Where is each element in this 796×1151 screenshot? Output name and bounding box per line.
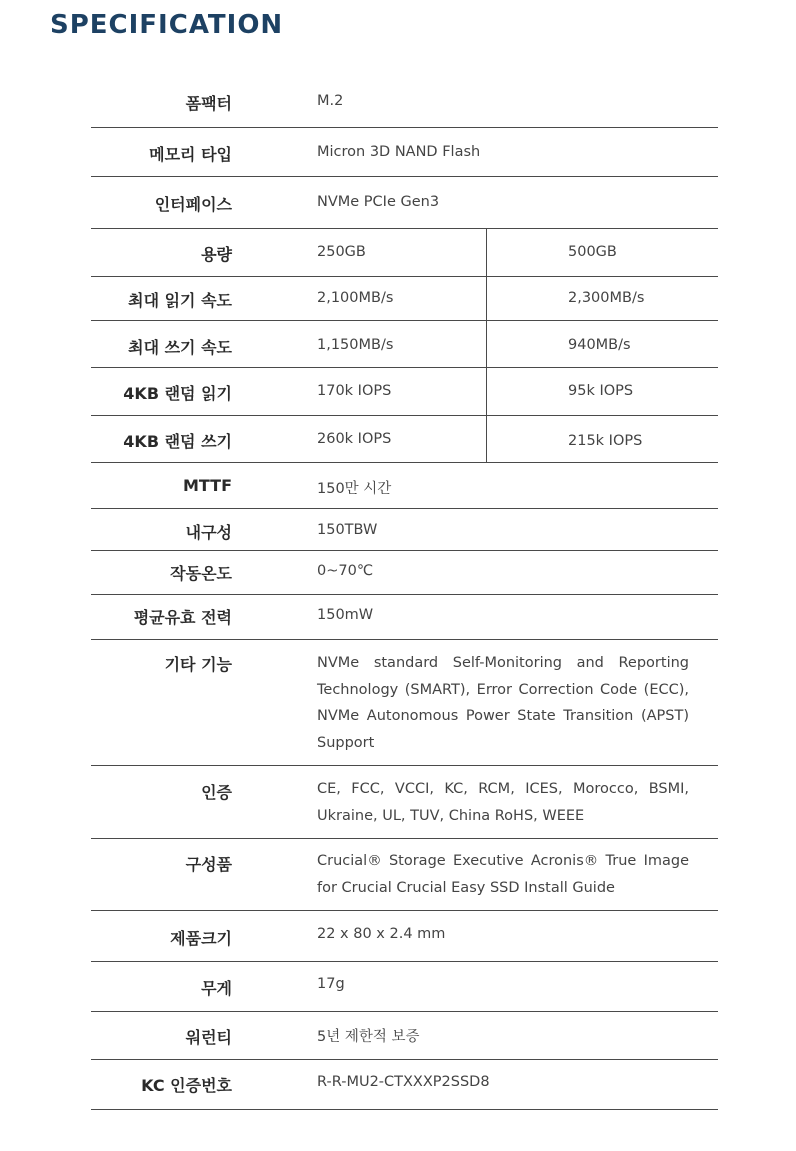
column-divider (486, 277, 487, 320)
spec-value-2: 215k IOPS (568, 433, 643, 449)
spec-label: 최대 쓰기 속도 (128, 338, 232, 357)
spec-value: 150TBW (317, 522, 378, 538)
spec-row (91, 177, 718, 229)
spec-row (91, 463, 718, 509)
spec-value: 22 x 80 x 2.4 mm (317, 926, 446, 942)
spec-label: KC 인증번호 (141, 1076, 232, 1095)
spec-row (91, 962, 718, 1012)
spec-label: 기타 기능 (164, 655, 232, 674)
spec-value: 5년 제한적 보증 (317, 1029, 420, 1045)
spec-row (91, 766, 718, 839)
spec-value: NVMe PCIe Gen3 (317, 194, 440, 210)
spec-value: NVMe standard Self-Monitoring and Reporting Technology (SMART), Error Correction Code (ECC), NVMe Autonomous Power State Transition (APST) Support (317, 655, 689, 751)
spec-value: R-R-MU2-CTXXXP2SSD8 (317, 1074, 490, 1090)
spec-label: 폼팩터 (185, 94, 232, 113)
page-title: SPECIFICATION (50, 10, 284, 40)
spec-value: 1,150MB/s (317, 337, 394, 353)
spec-label: 용량 (201, 245, 232, 264)
spec-row (91, 416, 718, 463)
spec-label: 무게 (201, 979, 232, 998)
spec-label: 내구성 (185, 523, 232, 542)
spec-label: 구성품 (185, 855, 232, 874)
spec-label: 작동온도 (170, 564, 232, 583)
spec-row (91, 640, 718, 766)
spec-value: 170k IOPS (317, 383, 392, 399)
spec-label: MTTF (182, 476, 232, 495)
spec-value: 2,100MB/s (317, 290, 394, 306)
column-divider (486, 368, 487, 415)
spec-value: 250GB (317, 244, 366, 260)
spec-row (91, 368, 718, 416)
spec-label: 인증 (201, 783, 232, 802)
spec-value: 17g (317, 976, 345, 992)
spec-label: 최대 읽기 속도 (128, 291, 232, 310)
spec-value: Micron 3D NAND Flash (317, 144, 481, 160)
spec-label: 4KB 랜덤 읽기 (123, 384, 232, 403)
spec-value: 150mW (317, 607, 374, 623)
spec-value: Crucial® Storage Executive Acronis® True Image for Crucial Crucial Easy SSD Install Guide (317, 853, 689, 896)
spec-label: 워런티 (185, 1028, 232, 1047)
spec-row (91, 128, 718, 177)
spec-row (91, 229, 718, 277)
spec-row (91, 551, 718, 595)
spec-row (91, 1012, 718, 1060)
spec-value-2: 940MB/s (568, 337, 631, 353)
spec-value: CE, FCC, VCCI, KC, RCM, ICES, Morocco, BSMI, Ukraine, UL, TUV, China RoHS, WEEE (317, 781, 689, 824)
spec-row (91, 321, 718, 368)
spec-value: M.2 (317, 93, 344, 109)
spec-label: 4KB 랜덤 쓰기 (123, 432, 232, 451)
spec-row (91, 1060, 718, 1110)
spec-row (91, 77, 718, 128)
spec-row (91, 595, 718, 640)
spec-row (91, 911, 718, 962)
spec-label: 인터페이스 (154, 195, 232, 214)
spec-label: 제품크기 (170, 929, 232, 948)
spec-value: 260k IOPS (317, 431, 392, 447)
spec-row (91, 509, 718, 551)
column-divider (486, 321, 487, 367)
spec-row (91, 839, 718, 911)
spec-row (91, 277, 718, 321)
spec-table (91, 77, 718, 1110)
spec-label: 메모리 타입 (149, 145, 232, 164)
column-divider (486, 229, 487, 276)
spec-value: 0~70℃ (317, 563, 374, 579)
spec-label: 평균유효 전력 (133, 608, 232, 627)
column-divider (486, 416, 487, 462)
spec-value-2: 500GB (568, 244, 617, 260)
spec-value: 150만 시간 (317, 481, 392, 497)
spec-value-2: 95k IOPS (568, 383, 634, 399)
spec-value-2: 2,300MB/s (568, 290, 645, 306)
